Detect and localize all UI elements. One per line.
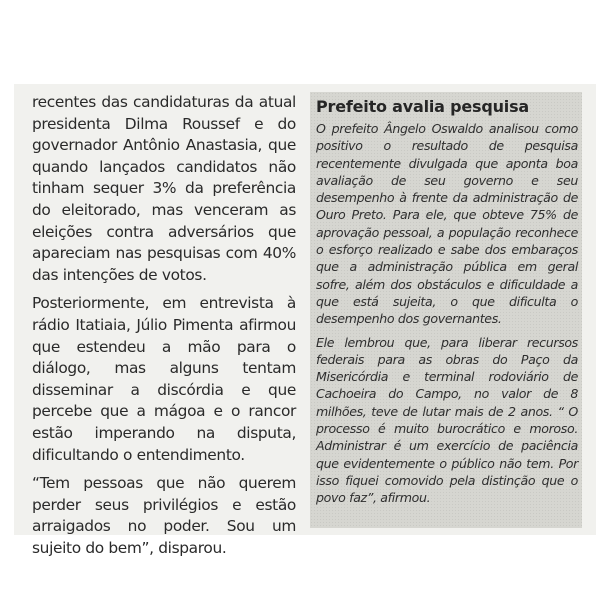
article-paragraph-1: recentes das candidaturas da atual presidenta Dilma Roussef e do governador Antônio Anastasia, que quando lançados candidatos não tinham sequer 3% da preferência do eleitorado, mas venceram as eleições contra adversários que apareciam nas pesquisas com 40% das intenções de votos. — [32, 93, 296, 284]
article-paragraph-2: Posteriormente, em entrevista à rádio Itatiaia, Júlio Pimenta afirmou que estendeu a mão para o diálogo, mas alguns tentam disseminar a discórdia e que percebe que a mágoa e o rancor estão imperando na disputa, dificultando o entendimento. — [32, 294, 296, 464]
article-paragraph-3: “Tem pessoas que não querem perder seus privilégios e estão arraigados no poder. Sou um sujeito do bem”, disparou. — [32, 474, 296, 557]
sidebar-paragraph-2: Ele lembrou que, para liberar recursos federais para as obras do Paço da Misericórdia e terminal rodoviário de Cachoeira do Campo, no valor de 8 milhões, teve de lutar mais de 2 anos. “ O processo é muito burocrático e moroso. Administrar é um exercício de paciência que evidentemente o público não tem. Por isso fiquei comovido pela distinção que o povo faz”, afirmou. — [316, 334, 578, 506]
sidebar-paragraph-1: O prefeito Ângelo Oswaldo analisou como positivo o resultado de pesquisa recentemente divulgada que aponta boa avaliação de seu governo e seu desempenho à frente da administração de Ouro Preto. Para ele, que obteve 75% de aprovação pessoal, a população reconhece o esforço realizado e sabe dos embaraços que a administração pública em geral sofre, além dos obstáculos e dificuldade a que está sujeita, o que dificulta o desempenho dos governantes. — [316, 121, 578, 327]
article-left-column — [32, 92, 296, 566]
sidebar-box-title: Prefeito avalia pesquisa — [316, 97, 530, 116]
sidebar-box — [310, 92, 582, 528]
sidebar-box-content — [316, 96, 578, 513]
